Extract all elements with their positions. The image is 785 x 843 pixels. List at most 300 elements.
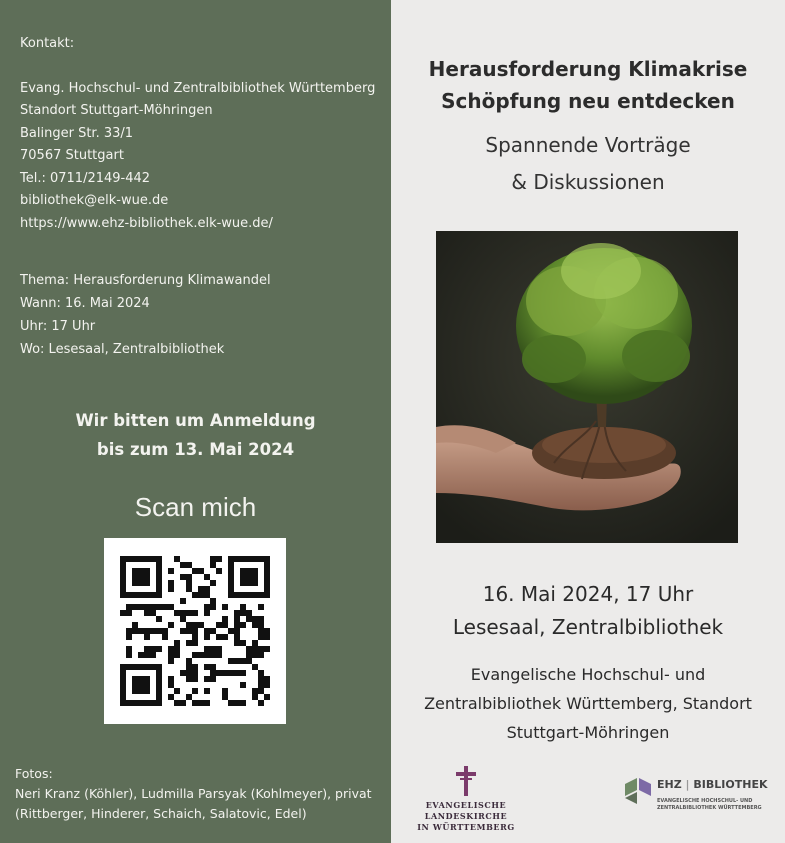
qr-module <box>186 670 192 676</box>
qr-module <box>240 658 246 664</box>
qr-module <box>210 556 216 562</box>
qr-module <box>234 592 240 598</box>
qr-module <box>252 592 258 598</box>
qr-module <box>246 646 252 652</box>
qr-module <box>186 622 192 628</box>
qr-module <box>240 640 246 646</box>
qr-module <box>174 646 180 652</box>
qr-module <box>192 568 198 574</box>
qr-module <box>192 670 198 676</box>
qr-module <box>240 670 246 676</box>
qr-module <box>138 700 144 706</box>
qr-module <box>144 682 150 688</box>
qr-module <box>132 556 138 562</box>
qr-module <box>228 574 234 580</box>
qr-module <box>126 700 132 706</box>
qr-module <box>126 610 132 616</box>
title-line: Schöpfung neu entdecken <box>441 89 735 113</box>
qr-module <box>150 700 156 706</box>
qr-module <box>240 580 246 586</box>
event-date: Wann: 16. Mai 2024 <box>20 296 150 311</box>
qr-module <box>144 700 150 706</box>
qr-module <box>126 604 132 610</box>
qr-module <box>144 628 150 634</box>
qr-module <box>144 580 150 586</box>
qr-module <box>168 646 174 652</box>
scan-label: Scan mich <box>134 492 257 522</box>
institution-line: Evangelische Hochschul- und <box>470 665 706 684</box>
qr-module <box>246 556 252 562</box>
qr-module <box>252 616 258 622</box>
qr-module <box>252 556 258 562</box>
qr-module <box>264 628 270 634</box>
qr-module <box>192 634 198 640</box>
qr-module <box>252 574 258 580</box>
qr-module <box>234 640 240 646</box>
qr-module <box>204 610 210 616</box>
qr-module <box>246 568 252 574</box>
contact-line: Evang. Hochschul- und Zentralbibliothek Württemberg <box>20 80 376 96</box>
qr-module <box>246 610 252 616</box>
institution-line: Zentralbibliothek Württemberg, Standort <box>424 694 752 713</box>
qr-module <box>186 562 192 568</box>
qr-module <box>174 700 180 706</box>
qr-module <box>180 598 186 604</box>
qr-module <box>246 658 252 664</box>
registration-line: Wir bitten um Anmeldung <box>75 411 316 430</box>
qr-module <box>120 694 126 700</box>
qr-module <box>126 592 132 598</box>
qr-module <box>132 580 138 586</box>
qr-module <box>222 616 228 622</box>
contact-line: Balinger Str. 33/1 <box>20 125 134 141</box>
qr-module <box>144 592 150 598</box>
contact-line: 70567 Stuttgart <box>20 148 124 163</box>
qr-module <box>228 562 234 568</box>
qr-module <box>234 634 240 640</box>
qr-module <box>156 700 162 706</box>
qr-module <box>252 694 258 700</box>
qr-module <box>240 682 246 688</box>
qr-module <box>180 700 186 706</box>
qr-module <box>132 574 138 580</box>
qr-module <box>234 616 240 622</box>
qr-module <box>204 628 210 634</box>
qr-module <box>120 700 126 706</box>
cross-icon <box>454 766 478 796</box>
event-topic: Thema: Herausforderung Klimawandel <box>20 273 271 288</box>
qr-module <box>156 592 162 598</box>
photo-credits <box>15 764 372 824</box>
qr-module <box>264 580 270 586</box>
ehz-brand-right: BIBLIOTHEK <box>693 778 768 791</box>
qr-module <box>198 652 204 658</box>
qr-module <box>156 664 162 670</box>
title-line: Herausforderung Klimakrise <box>428 57 748 81</box>
qr-module <box>120 574 126 580</box>
qr-module <box>198 700 204 706</box>
qr-module <box>132 676 138 682</box>
qr-module <box>252 652 258 658</box>
qr-module <box>132 568 138 574</box>
qr-module <box>210 664 216 670</box>
qr-module <box>120 682 126 688</box>
event-venue: Lesesaal, Zentralbibliothek <box>452 615 724 639</box>
qr-module <box>186 610 192 616</box>
qr-module <box>264 568 270 574</box>
flyer-subtitle <box>391 127 785 201</box>
qr-module <box>192 592 198 598</box>
qr-module <box>138 574 144 580</box>
qr-module <box>174 688 180 694</box>
qr-module <box>120 586 126 592</box>
qr-module <box>180 616 186 622</box>
qr-module <box>150 610 156 616</box>
qr-module <box>132 664 138 670</box>
qr-module <box>264 676 270 682</box>
qr-module <box>222 694 228 700</box>
qr-code-graphic <box>120 556 270 706</box>
event-time: Uhr: 17 Uhr <box>20 319 96 334</box>
qr-module <box>228 658 234 664</box>
qr-module <box>228 586 234 592</box>
qr-module <box>156 568 162 574</box>
qr-module <box>168 568 174 574</box>
qr-module <box>234 628 240 634</box>
qr-module <box>186 580 192 586</box>
qr-module <box>186 640 192 646</box>
qr-module <box>252 622 258 628</box>
qr-module <box>210 580 216 586</box>
qr-module <box>204 592 210 598</box>
qr-module <box>186 586 192 592</box>
qr-module <box>156 574 162 580</box>
qr-module <box>258 676 264 682</box>
qr-module <box>258 670 264 676</box>
qr-module <box>162 628 168 634</box>
qr-module <box>204 652 210 658</box>
qr-module <box>156 646 162 652</box>
qr-module <box>192 676 198 682</box>
qr-module <box>234 700 240 706</box>
qr-module <box>198 622 204 628</box>
qr-module <box>222 622 228 628</box>
photo-credits-line: (Rittberger, Hinderer, Schaich, Salatovic, Edel) <box>15 806 307 821</box>
qr-module <box>216 622 222 628</box>
qr-module <box>174 610 180 616</box>
qr-module <box>246 592 252 598</box>
qr-module <box>210 676 216 682</box>
qr-module <box>180 574 186 580</box>
qr-module <box>264 634 270 640</box>
qr-module <box>138 664 144 670</box>
qr-module <box>168 604 174 610</box>
qr-module <box>222 604 228 610</box>
qr-module <box>120 688 126 694</box>
qr-module <box>234 556 240 562</box>
qr-module <box>216 634 222 640</box>
qr-module <box>240 592 246 598</box>
qr-module <box>258 622 264 628</box>
qr-module <box>264 556 270 562</box>
qr-module <box>180 610 186 616</box>
qr-module <box>150 664 156 670</box>
qr-module <box>156 694 162 700</box>
qr-module <box>216 556 222 562</box>
qr-module <box>258 634 264 640</box>
qr-code[interactable] <box>104 538 286 724</box>
qr-module <box>120 556 126 562</box>
qr-module <box>138 604 144 610</box>
qr-module <box>186 694 192 700</box>
qr-module <box>138 676 144 682</box>
qr-module <box>132 628 138 634</box>
subtitle-line: Spannende Vorträge <box>485 133 691 157</box>
qr-module <box>204 574 210 580</box>
qr-module <box>168 694 174 700</box>
qr-module <box>162 604 168 610</box>
qr-module <box>192 652 198 658</box>
qr-module <box>168 676 174 682</box>
qr-module <box>228 568 234 574</box>
flyer-title <box>391 53 785 117</box>
qr-module <box>144 556 150 562</box>
qr-module <box>120 592 126 598</box>
qr-module <box>180 670 186 676</box>
qr-module <box>144 568 150 574</box>
qr-module <box>168 682 174 688</box>
contact-email[interactable]: bibliothek@elk-wue.de <box>20 193 169 208</box>
qr-module <box>168 652 174 658</box>
qr-module <box>120 676 126 682</box>
qr-module <box>264 682 270 688</box>
qr-module <box>186 628 192 634</box>
qr-module <box>174 640 180 646</box>
qr-module <box>168 580 174 586</box>
qr-module <box>258 646 264 652</box>
registration-deadline: bis zum 13. Mai 2024 <box>96 440 295 459</box>
qr-module <box>192 622 198 628</box>
qr-module <box>168 658 174 664</box>
qr-module <box>144 676 150 682</box>
qr-module <box>120 580 126 586</box>
qr-module <box>138 592 144 598</box>
ehz-sub-line: EVANGELISCHE HOCHSCHUL- UND <box>657 798 753 804</box>
qr-module <box>228 670 234 676</box>
qr-module <box>228 580 234 586</box>
qr-module <box>204 700 210 706</box>
qr-module <box>138 628 144 634</box>
qr-module <box>258 592 264 598</box>
ehz-subtitle <box>657 798 762 812</box>
qr-module <box>240 610 246 616</box>
qr-module <box>258 682 264 688</box>
qr-module <box>204 646 210 652</box>
qr-module <box>204 604 210 610</box>
qr-module <box>168 586 174 592</box>
right-panel <box>391 0 785 843</box>
qr-module <box>210 652 216 658</box>
qr-module <box>234 670 240 676</box>
qr-module <box>264 592 270 598</box>
qr-module <box>126 664 132 670</box>
qr-module <box>132 592 138 598</box>
qr-module <box>264 574 270 580</box>
qr-module <box>210 598 216 604</box>
qr-module <box>192 610 198 616</box>
qr-module <box>210 646 216 652</box>
qr-module <box>138 556 144 562</box>
elk-name-line: IN WÜRTTEMBERG <box>417 822 515 832</box>
qr-module <box>156 676 162 682</box>
photo-credits-line: Neri Kranz (Köhler), Ludmilla Parsyak (Kohlmeyer), privat <box>15 786 372 801</box>
qr-module <box>126 628 132 634</box>
qr-module <box>156 562 162 568</box>
qr-module <box>150 556 156 562</box>
qr-module <box>168 622 174 628</box>
qr-module <box>126 634 132 640</box>
qr-module <box>246 574 252 580</box>
qr-module <box>240 604 246 610</box>
qr-module <box>240 622 246 628</box>
qr-module <box>216 646 222 652</box>
qr-module <box>144 652 150 658</box>
qr-module <box>192 688 198 694</box>
event-datetime-venue <box>391 578 785 644</box>
qr-module <box>258 628 264 634</box>
qr-module <box>198 568 204 574</box>
qr-module <box>222 688 228 694</box>
qr-module <box>264 646 270 652</box>
qr-module <box>210 604 216 610</box>
qr-module <box>174 556 180 562</box>
subtitle-line: & Diskussionen <box>511 170 665 194</box>
photo-credits-heading: Fotos: <box>15 766 53 781</box>
qr-module <box>144 634 150 640</box>
ehz-logo-icon <box>623 776 653 806</box>
contact-line: Standort Stuttgart-Möhringen <box>20 103 213 118</box>
qr-module <box>120 670 126 676</box>
contact-block <box>20 33 375 235</box>
qr-module <box>132 604 138 610</box>
qr-module <box>264 586 270 592</box>
qr-module <box>120 568 126 574</box>
qr-module <box>204 586 210 592</box>
qr-module <box>246 616 252 622</box>
qr-module <box>258 700 264 706</box>
left-panel <box>0 0 391 843</box>
qr-module <box>252 568 258 574</box>
qr-module <box>234 658 240 664</box>
qr-module <box>228 700 234 706</box>
qr-module <box>132 682 138 688</box>
qr-module <box>156 682 162 688</box>
qr-module <box>192 664 198 670</box>
qr-module <box>264 562 270 568</box>
institution-name <box>391 660 785 747</box>
qr-module <box>126 556 132 562</box>
qr-module <box>258 556 264 562</box>
qr-module <box>144 604 150 610</box>
qr-module <box>132 700 138 706</box>
qr-module <box>258 616 264 622</box>
qr-module <box>264 694 270 700</box>
ehz-brand: EHZ | BIBLIOTHEK <box>657 778 768 791</box>
qr-module <box>198 586 204 592</box>
ehz-brand-left: EHZ <box>657 778 682 791</box>
qr-module <box>258 688 264 694</box>
qr-module <box>156 616 162 622</box>
qr-module <box>138 568 144 574</box>
qr-module <box>216 568 222 574</box>
qr-module <box>258 604 264 610</box>
contact-phone: Tel.: 0711/2149-442 <box>20 170 151 186</box>
qr-module <box>120 562 126 568</box>
qr-module <box>156 604 162 610</box>
qr-module <box>228 628 234 634</box>
qr-module <box>210 670 216 676</box>
qr-module <box>138 682 144 688</box>
contact-website[interactable]: https://www.ehz-bibliothek.elk-wue.de/ <box>20 215 273 231</box>
qr-module <box>132 622 138 628</box>
qr-module <box>204 664 210 670</box>
qr-module <box>240 568 246 574</box>
qr-module <box>192 700 198 706</box>
qr-module <box>150 628 156 634</box>
qr-module <box>144 574 150 580</box>
qr-module <box>150 646 156 652</box>
event-location: Wo: Lesesaal, Zentralbibliothek <box>20 342 225 357</box>
event-details <box>20 269 271 361</box>
qr-module <box>126 652 132 658</box>
qr-module <box>144 688 150 694</box>
qr-module <box>156 628 162 634</box>
tree-in-hands-photo <box>436 231 738 543</box>
qr-module <box>204 634 210 640</box>
qr-module <box>198 592 204 598</box>
qr-module <box>222 670 228 676</box>
qr-module <box>234 622 240 628</box>
qr-module <box>258 652 264 658</box>
qr-module <box>234 610 240 616</box>
qr-module <box>156 670 162 676</box>
qr-module <box>252 646 258 652</box>
qr-module <box>240 556 246 562</box>
qr-module <box>150 652 156 658</box>
qr-module <box>180 562 186 568</box>
qr-module <box>138 652 144 658</box>
qr-module <box>252 664 258 670</box>
qr-module <box>150 592 156 598</box>
qr-module <box>240 574 246 580</box>
qr-module <box>120 610 126 616</box>
qr-module <box>204 676 210 682</box>
elk-logo <box>391 766 541 833</box>
qr-module <box>156 586 162 592</box>
qr-module <box>174 652 180 658</box>
qr-module <box>186 574 192 580</box>
qr-module <box>228 556 234 562</box>
ehz-sub-line: ZENTRALBIBLIOTHEK WÜRTTEMBERG <box>657 805 762 811</box>
qr-module <box>144 646 150 652</box>
qr-module <box>126 646 132 652</box>
contact-heading: Kontakt: <box>20 36 75 51</box>
qr-module <box>246 652 252 658</box>
qr-module <box>156 556 162 562</box>
qr-module <box>156 688 162 694</box>
event-datetime: 16. Mai 2024, 17 Uhr <box>482 582 694 606</box>
qr-module <box>240 700 246 706</box>
